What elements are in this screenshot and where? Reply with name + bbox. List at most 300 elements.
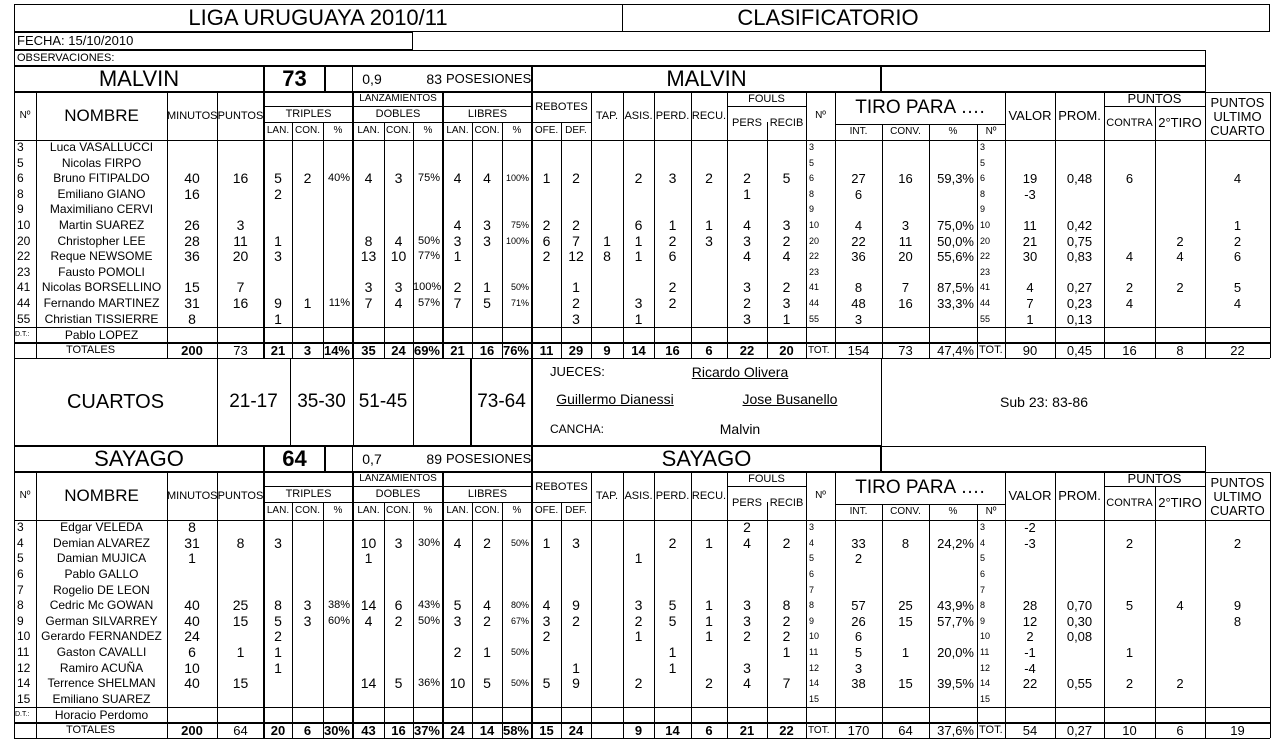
player-rd (561, 567, 591, 583)
player-tpct: 20,0% (937, 645, 974, 660)
player-tap (591, 692, 623, 708)
player-l_p: 50% (510, 678, 529, 689)
player-l_c (472, 187, 502, 203)
player-min: 40 (184, 612, 200, 629)
player-pts: 1 (236, 644, 245, 660)
player-ro (532, 312, 561, 328)
player-pts: 3 (236, 217, 245, 233)
player-min: 28 (184, 232, 200, 249)
player-t_l: 1 (274, 644, 282, 660)
player-ult (1205, 645, 1270, 661)
player-conv: 1 (901, 645, 910, 660)
team-name: SAYAGO (94, 446, 184, 472)
player-d_p (413, 140, 440, 156)
player-contra (1104, 614, 1155, 630)
rule-line (977, 140, 978, 358)
total-l_c: 14 (479, 723, 495, 739)
player-d_c (384, 629, 413, 645)
total-recu: 6 (705, 723, 713, 739)
player-tap (591, 583, 623, 599)
referee-2: Guillermo Dianessi (556, 391, 674, 408)
player-l_c (472, 567, 502, 583)
sub-header: LAN. (266, 505, 290, 517)
player-fp: 1 (743, 185, 751, 202)
player-min: 8 (188, 310, 196, 327)
player-contra: 1 (1125, 645, 1134, 660)
total-prom: 0,45 (1066, 343, 1093, 359)
player-min: 10 (184, 659, 200, 676)
player-int: 3 (854, 660, 863, 676)
player-t_l (264, 520, 292, 536)
player-contra (1104, 187, 1155, 203)
totales-label: TOTALES (65, 344, 116, 357)
total-rd: 24 (568, 723, 584, 739)
player-t_p (323, 202, 350, 218)
player-conv: 7 (901, 280, 910, 296)
player-fp: 4 (743, 534, 751, 551)
possessions-count: 83 (426, 71, 442, 87)
player-name: German SILVARREY (45, 613, 158, 628)
sub-header: % (333, 125, 343, 136)
player-tap (591, 614, 623, 630)
player-d_c (384, 583, 413, 599)
player-n2: 9 (980, 204, 986, 215)
player-recu: 2 (705, 170, 713, 187)
player-l_p: 75% (510, 220, 529, 230)
ultimo-cuarto-2: ULTIMO (1213, 489, 1262, 505)
player-tiro2: 2 (1176, 676, 1184, 692)
conv-header: CONV. (890, 506, 921, 518)
player-valor: 19 (1022, 171, 1038, 187)
player-l_c: 5 (483, 295, 491, 311)
def-header: DEF. (565, 125, 587, 136)
player-fr (767, 661, 806, 677)
player-tpct: 87,5% (937, 280, 974, 296)
player-name: Edgar VELEDA (60, 520, 143, 535)
player-d_l: 14 (360, 675, 377, 692)
player-l_p: 50% (510, 647, 529, 657)
player-int: 8 (854, 280, 863, 296)
player-l_p: 80% (510, 600, 529, 611)
player-perd: 5 (668, 612, 677, 629)
total-fr: 20 (779, 343, 794, 359)
player-l_c: 5 (483, 675, 491, 692)
player-t_c: 3 (303, 597, 312, 614)
player-l_p: 100% (505, 235, 529, 246)
player-fp: 2 (743, 519, 751, 536)
player-rd: 2 (572, 295, 580, 311)
sub-header: LAN. (357, 125, 380, 136)
player-n: 6 (17, 171, 24, 186)
player-fp: 3 (743, 310, 751, 327)
player-valor: 1 (1026, 311, 1034, 327)
player-pts: 25 (232, 597, 249, 614)
player-nn: 11 (809, 647, 819, 657)
tot-label-2: TOT. (979, 724, 1003, 737)
player-l_c: 3 (483, 232, 491, 249)
player-tiro2 (1155, 629, 1205, 645)
player-pts: 7 (236, 279, 245, 296)
player-rd (561, 520, 591, 536)
player-l_l (443, 156, 472, 172)
player-n2: 8 (980, 600, 986, 611)
player-rd (561, 140, 591, 156)
player-nn: 9 (809, 615, 815, 626)
player-t_l (264, 551, 292, 567)
player-ro: 1 (542, 534, 551, 551)
player-tpct (929, 520, 974, 536)
player-t_l (264, 202, 292, 218)
player-tpct (929, 156, 974, 172)
recib-header: RECIB (769, 117, 804, 129)
player-prom: 0,75 (1066, 233, 1093, 249)
player-t_c (292, 140, 323, 156)
quarter-1-score: 21-17 (229, 391, 278, 413)
player-t_c (292, 536, 323, 552)
player-perd (654, 692, 691, 708)
cuartos-label: CUARTOS (66, 391, 165, 414)
segundo-tiro-header: 2°TIRO (1158, 495, 1202, 511)
quarter-2-score: 35-30 (297, 391, 346, 413)
player-ro: 1 (542, 170, 551, 187)
triples-header: TRIPLES (285, 488, 332, 501)
player-min (167, 265, 217, 281)
player-n2: 3 (980, 142, 986, 152)
player-t_c: 1 (303, 295, 312, 311)
player-tap (591, 676, 623, 692)
player-min: 15 (184, 279, 200, 296)
player-conv: 25 (898, 598, 913, 614)
player-t_c (292, 312, 323, 328)
player-d_p (413, 661, 440, 677)
player-min: 40 (184, 675, 200, 692)
player-min: 36 (184, 248, 200, 265)
total-t_c: 3 (303, 343, 312, 359)
total-ro: 15 (539, 723, 554, 739)
player-d_p (413, 583, 440, 599)
player-l_c: 3 (483, 217, 491, 233)
player-pts (217, 520, 264, 536)
player-nn: 3 (809, 522, 815, 533)
total-d_l: 43 (361, 723, 376, 739)
libres-header: LIBRES (467, 488, 508, 501)
player-ro (532, 692, 561, 708)
contra-header: CONTRA (1106, 497, 1153, 510)
player-t_c (292, 629, 323, 645)
team2-title-box-3 (881, 446, 1206, 472)
league-title: LIGA URUGUAYA 2010/11 (188, 5, 448, 30)
player-l_l: 7 (453, 295, 462, 311)
player-ult: 4 (1233, 171, 1242, 187)
player-fp (727, 156, 767, 172)
player-int (835, 202, 882, 218)
player-valor: 12 (1022, 613, 1038, 629)
cancha-value: Malvin (719, 421, 761, 438)
coach-name: Horacio Perdomo (54, 708, 149, 723)
player-ro: 3 (542, 612, 551, 629)
sub-header: LAN. (446, 125, 469, 136)
player-valor (1005, 551, 1055, 567)
quarter-3-score: 51-45 (358, 391, 408, 413)
player-asis (623, 692, 654, 708)
player-d_p (413, 156, 440, 172)
player-d_p: 30% (417, 536, 440, 549)
player-d_l (353, 218, 384, 234)
player-l_p (502, 692, 529, 708)
player-contra: 2 (1125, 280, 1134, 296)
player-l_c (472, 312, 502, 328)
player-l_p (502, 661, 529, 677)
player-l_p: 50% (510, 537, 529, 548)
player-d_p: 36% (417, 677, 440, 690)
player-l_l (443, 140, 472, 156)
player-t_c (292, 249, 323, 265)
player-t_l: 3 (274, 248, 282, 265)
player-recu (691, 156, 727, 172)
player-nn: 3 (809, 142, 815, 152)
def-header: DEF. (565, 505, 587, 517)
player-l_l (443, 661, 472, 677)
player-fr: 1 (782, 310, 791, 327)
player-nn: 12 (809, 662, 820, 673)
final-score: 73-64 (477, 391, 526, 413)
player-perd: 1 (668, 217, 677, 233)
ultimo-cuarto-2: ULTIMO (1213, 109, 1262, 124)
player-prom: 0,55 (1066, 676, 1093, 692)
player-asis (623, 140, 654, 156)
player-ult (1205, 676, 1270, 692)
player-recu (691, 202, 727, 218)
total-rd: 29 (568, 343, 584, 359)
player-tiro2 (1155, 614, 1205, 630)
player-fr: 2 (782, 628, 791, 645)
player-contra: 4 (1125, 249, 1134, 265)
player-t_l: 3 (274, 534, 282, 551)
player-d_p (413, 265, 440, 281)
player-ult (1205, 156, 1270, 172)
player-tiro2 (1155, 296, 1205, 312)
player-pts (217, 187, 264, 203)
player-pts (217, 629, 264, 645)
player-ro (532, 140, 561, 156)
total-l_l: 24 (450, 723, 465, 739)
libres-header: LIBRES (467, 108, 508, 120)
player-d_c (384, 218, 413, 234)
player-fr (767, 583, 806, 599)
total-l_c: 16 (479, 343, 495, 359)
player-int: 48 (851, 296, 866, 311)
player-d_c (384, 520, 413, 536)
player-tpct: 39,5% (937, 676, 974, 692)
player-t_l (264, 156, 292, 172)
player-perd (654, 187, 691, 203)
total-asis: 14 (631, 343, 646, 359)
player-d_c (384, 140, 413, 156)
player-prom: 0,48 (1066, 171, 1093, 187)
player-n: 12 (17, 660, 31, 675)
player-ro: 5 (542, 675, 551, 692)
total-min: 200 (181, 723, 203, 739)
player-ro (532, 280, 561, 296)
player-t_l: 1 (274, 232, 282, 249)
player-recu: 3 (705, 232, 713, 249)
team-score: 73 (282, 66, 307, 91)
player-t_l (264, 140, 292, 156)
player-name: Gerardo FERNANDEZ (41, 629, 162, 644)
player-int (835, 140, 882, 156)
player-contra (1104, 202, 1155, 218)
player-tiro2 (1155, 156, 1205, 172)
total-fp: 21 (739, 723, 755, 739)
player-fr: 2 (782, 232, 791, 249)
player-n2: 14 (980, 678, 991, 689)
player-asis (623, 567, 654, 583)
player-recu: 1 (705, 534, 713, 551)
player-t_p (323, 312, 350, 328)
player-l_l (443, 187, 472, 203)
player-t_p (323, 249, 350, 265)
total-ro: 11 (539, 343, 554, 359)
player-tpct: 24,2% (937, 535, 974, 551)
player-d_p: 100% (413, 281, 442, 294)
player-tiro2 (1155, 661, 1205, 677)
player-d_p: 77% (417, 250, 440, 263)
possessions-label: POSESIONES (446, 71, 532, 86)
sub-header: LAN. (266, 125, 290, 136)
player-l_l: 4 (453, 170, 462, 187)
player-l_l: 3 (453, 232, 462, 249)
player-n: 9 (17, 202, 24, 217)
player-contra (1104, 520, 1155, 536)
tot-label-2: TOT. (979, 344, 1003, 357)
player-ult (1205, 187, 1270, 203)
team-score: 64 (282, 446, 307, 472)
valor-header: VALOR (1008, 108, 1052, 123)
player-asis (623, 645, 654, 661)
player-ult: 5 (1233, 280, 1242, 296)
player-prom: 0,23 (1066, 296, 1093, 311)
player-n: 44 (17, 296, 31, 310)
total-tpct: 47,4% (937, 343, 974, 359)
player-valor (1005, 583, 1055, 599)
player-contra (1104, 661, 1155, 677)
player-recu (691, 187, 727, 203)
dobles-header: DOBLES (375, 108, 421, 120)
sub-header: LAN. (446, 505, 469, 517)
player-d_c (384, 645, 413, 661)
player-int: 6 (854, 629, 863, 645)
sub-header: CON. (295, 125, 320, 136)
player-tpct: 50,0% (937, 233, 974, 249)
jueces-label: JUECES: (550, 364, 605, 380)
player-recu: 1 (705, 217, 713, 233)
player-n2: 6 (980, 173, 986, 184)
player-rd: 2 (572, 217, 580, 233)
player-tap (591, 265, 623, 281)
player-n: 41 (17, 280, 31, 295)
player-nn: 10 (809, 631, 820, 642)
player-nn: 10 (809, 220, 820, 230)
player-fr: 2 (782, 279, 791, 296)
total-pts: 64 (233, 723, 248, 739)
player-ro (532, 296, 561, 312)
total-contra: 16 (1122, 343, 1137, 359)
player-ult (1205, 583, 1270, 599)
player-l_p: 100% (505, 173, 529, 184)
player-d_l: 3 (364, 279, 373, 296)
total-prom: 0,27 (1066, 723, 1093, 739)
player-min (167, 202, 217, 218)
player-n2: 10 (980, 220, 991, 230)
player-perd: 1 (668, 644, 677, 660)
pers-header: PERS (732, 497, 762, 510)
total-tiro2: 8 (1176, 343, 1184, 359)
player-l_p (502, 583, 529, 599)
player-perd: 2 (668, 295, 677, 311)
int-header: INT. (849, 126, 868, 137)
player-perd (654, 583, 691, 599)
player-rd: 1 (572, 659, 580, 676)
player-name: Nicolas BORSELLINO (41, 280, 162, 295)
player-fr: 1 (782, 644, 791, 660)
player-nn: 23 (809, 266, 820, 277)
player-ult (1205, 551, 1270, 567)
player-n: 5 (17, 155, 24, 170)
sub-header: LAN. (357, 505, 380, 517)
player-asis: 2 (634, 170, 643, 187)
n3-header: Nº (985, 506, 997, 518)
player-n: 55 (17, 311, 31, 326)
player-int: 2 (854, 551, 863, 567)
player-d_l: 4 (364, 170, 373, 187)
player-t_p (323, 140, 350, 156)
player-recu: 1 (705, 597, 713, 614)
player-l_l: 4 (453, 217, 462, 233)
player-n2: 10 (980, 631, 991, 642)
player-tiro2 (1155, 171, 1205, 187)
player-ult: 2 (1233, 233, 1242, 249)
total-t_p: 30% (323, 723, 350, 739)
player-fr (767, 692, 806, 708)
pers-header: PERS (732, 117, 762, 129)
player-conv: 20 (898, 249, 913, 265)
tap-header: TAP. (595, 110, 619, 122)
player-ro: 4 (542, 597, 551, 614)
puntos-header: PUNTOS (1127, 471, 1182, 487)
player-valor: -2 (1024, 520, 1036, 536)
total-perd: 16 (665, 343, 680, 359)
efficiency: 0,7 (362, 451, 382, 468)
n3-header: Nº (985, 126, 997, 137)
player-fp (727, 567, 767, 583)
player-asis (623, 280, 654, 296)
player-tap (591, 140, 623, 156)
player-perd (654, 156, 691, 172)
player-d_c: 10 (390, 248, 407, 265)
player-d_l (353, 629, 384, 645)
player-t_c (292, 156, 323, 172)
player-prom (1055, 202, 1104, 218)
tap-header: TAP. (595, 490, 619, 503)
player-tap (591, 598, 623, 614)
player-rd (561, 645, 591, 661)
player-prom (1055, 536, 1104, 552)
total-int: 170 (847, 723, 870, 739)
player-l_p: 50% (510, 282, 529, 293)
player-fr (767, 520, 806, 536)
player-d_l (353, 312, 384, 328)
player-tap (591, 312, 623, 328)
